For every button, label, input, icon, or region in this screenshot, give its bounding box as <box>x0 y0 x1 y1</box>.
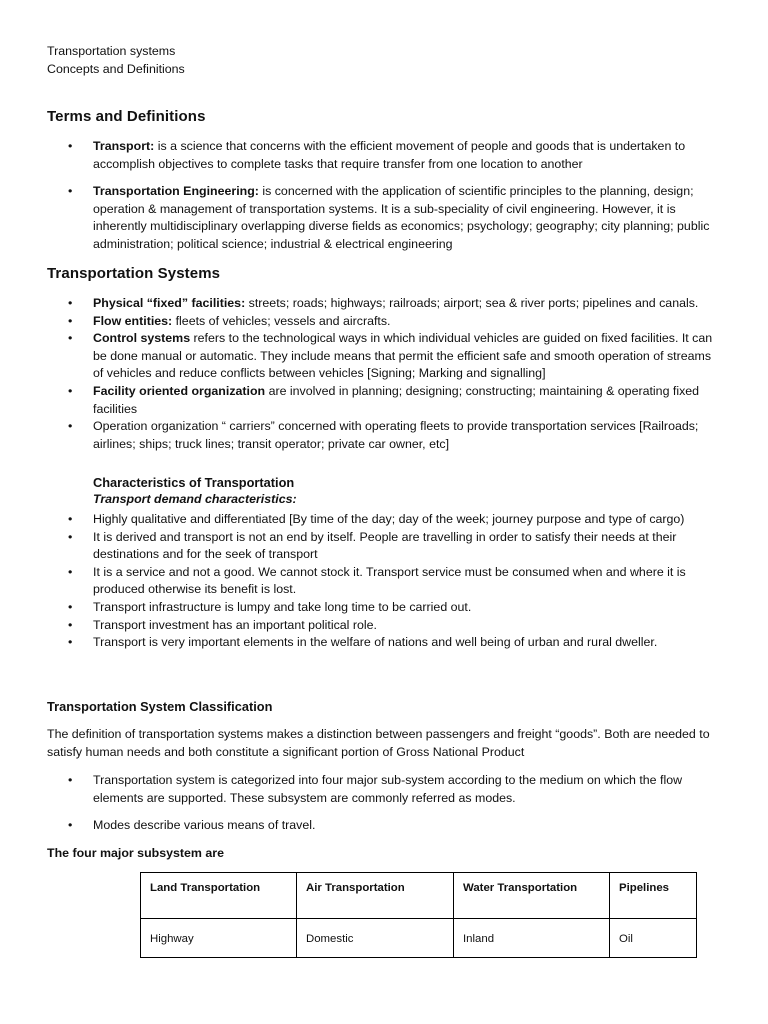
table-intro: The four major subsystem are <box>47 846 224 860</box>
term-label: Physical “fixed” facilities: <box>93 296 246 310</box>
list-item: • It is a service and not a good. We cannot stock it. Transport service must be consumed when and where it is produced otherwise its benefit is lost. <box>47 564 724 599</box>
term-definition: are involved in planning; designing; constructing; maintaining & operating fixed facilities <box>93 383 700 416</box>
table-header-row <box>141 873 697 919</box>
list-item: • Modes describe various means of travel. <box>47 817 724 835</box>
list-item: • Highly qualitative and differentiated [By time of the day; day of the week; journey purpose and type of cargo) <box>47 511 724 529</box>
table-header-cell: Land Transportation <box>141 873 297 919</box>
doc-title-line2: Concepts and Definitions <box>47 62 185 76</box>
term-definition: refers to the technological ways in which individual vehicles are guided on fixed facilities. It can be done manual or automatic. They include means that permit the efficient safe and smooth operation of streams of vehicles and reduce conflicts between vehicles [Signing; Marking and signalling] <box>93 331 713 381</box>
list-item: • Transport is very important elements in the welfare of nations and well being of urban and rural dweller. <box>47 634 724 652</box>
classification-list <box>47 772 724 845</box>
table-cell: Oil <box>610 919 697 958</box>
list-item: • It is derived and transport is not an end by itself. People are travelling in order to satisfy their needs at their destinations and for the seek of transport <box>47 529 724 564</box>
classification-paragraph: The definition of transportation systems makes a distinction between passengers and freight “goods”. Both are needed to satisfy human needs and both constitute a significant portion of Gross National Product <box>47 727 710 759</box>
table-row <box>141 919 697 958</box>
term-definition: Operation organization “ carriers” concerned with operating fleets to provide transportation services [Railroads; airlines; ships; truck lines; transit operator; private car owner, etc] <box>93 419 699 451</box>
table-cell: Highway <box>141 919 297 958</box>
classification-heading: Transportation System Classification <box>47 699 273 714</box>
list-item <box>47 313 724 331</box>
table-cell: Domestic <box>297 919 454 958</box>
term-label: Control systems <box>93 331 191 346</box>
term-label: Transport: <box>93 139 155 153</box>
list-item <box>47 183 724 253</box>
term-label: Flow entities: <box>93 313 173 328</box>
term-definition: streets; roads; highways; railroads; airport; sea & river ports; pipelines and canals. <box>245 296 699 310</box>
table-header-cell: Pipelines <box>610 873 697 919</box>
list-item <box>47 138 724 173</box>
terms-heading: Terms and Definitions <box>47 108 206 125</box>
modes-table <box>140 872 697 958</box>
characteristics-list <box>47 511 724 652</box>
characteristics-heading: Characteristics of Transportation <box>93 475 295 490</box>
term-definition: fleets of vehicles; vessels and aircrafts. <box>172 313 391 328</box>
list-item <box>47 383 724 418</box>
list-item <box>47 295 724 313</box>
term-definition: is a science that concerns with the efficient movement of people and goods that is undertaken to accomplish objectives to complete tasks that require transfer from one location to another <box>93 139 686 171</box>
list-item: • Transport infrastructure is lumpy and take long time to be carried out. <box>47 599 724 617</box>
terms-list <box>47 138 724 264</box>
list-item: • Transport investment has an important political role. <box>47 617 724 635</box>
systems-heading: Transportation Systems <box>47 265 221 282</box>
term-definition: is concerned with the application of scientific principles to the planning, design; operation & management of transportation systems. It is a sub-speciality of civil engineering. However, it is inherently multidisciplinary overlapping diverse fields as economics; psychology; geography; city planning; public administration; political science; industrial & electrical engineering <box>93 184 710 251</box>
systems-list <box>47 295 724 453</box>
demand-subheading: Transport demand characteristics: <box>93 492 297 506</box>
list-item <box>47 418 724 453</box>
term-label: Facility oriented organization <box>93 383 266 398</box>
list-item <box>47 330 724 383</box>
table-cell: Inland <box>454 919 610 958</box>
table-header-cell: Air Transportation <box>297 873 454 919</box>
doc-title-line1: Transportation systems <box>47 44 176 58</box>
term-label: Transportation Engineering: <box>93 184 259 199</box>
list-item: • Transportation system is categorized into four major sub-system according to the medium on which the flow elements are supported. These subsystem are commonly referred as modes. <box>47 772 724 807</box>
table-header-cell: Water Transportation <box>454 873 610 919</box>
